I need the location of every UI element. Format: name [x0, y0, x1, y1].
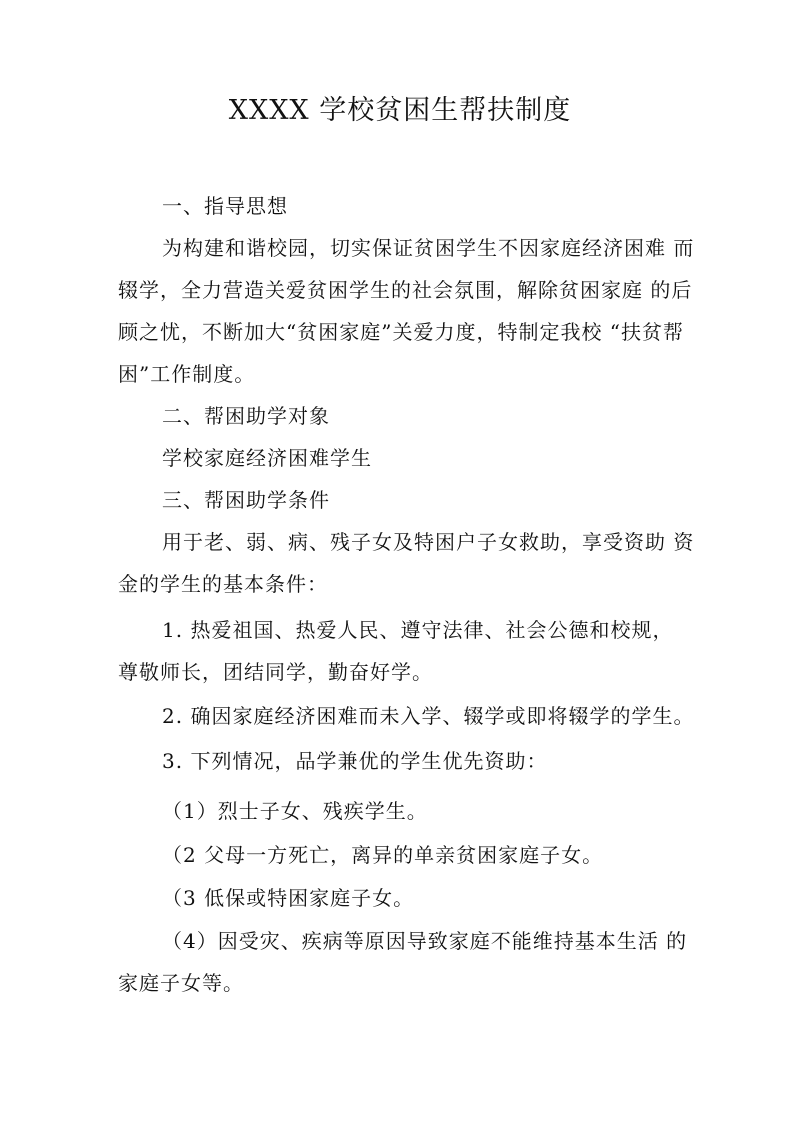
paragraph-purpose: 为构建和谐校园，切实保证贫困学生不因家庭经济困难 而辍学，全力营造关爱贫困学生的社会氛围，解除贫困家庭 的后顾之忧，不断加大“贫困家庭”关爱力度，特制定我校 “扶贫帮困”工作制度。 — [118, 236, 695, 386]
priority-item-3: （3 低保或特困家庭子女。 — [162, 886, 415, 910]
condition-item-3: 3. 下列情况，品学兼优的学生优先资助： — [162, 749, 548, 773]
condition-item-2: 2. 确因家庭经济困难而未入学、辍学或即将辍学的学生。 — [162, 704, 695, 728]
section-heading-guiding-idea: 一、指导思想 — [162, 194, 288, 218]
priority-item-4: （4）因受灾、疾病等原因导致家庭不能维持基本生活 的家庭子女等。 — [118, 929, 688, 995]
paragraph-conditions: 用于老、弱、病、残子女及特困户子女救助，享受资助 资金的学生的基本条件： — [118, 530, 695, 596]
condition-item-1: 1. 热爱祖国、热爱人民、遵守法律、社会公德和校规， 尊敬师长，团结同学，勤奋好学。 — [118, 618, 689, 684]
priority-item-2: （2 父母一方死亡，离异的单亲贫困家庭子女。 — [162, 843, 604, 867]
paragraph-target: 学校家庭经济困难学生 — [162, 446, 372, 470]
priority-item-1: （1）烈士子女、残疾学生。 — [162, 799, 428, 823]
section-heading-conditions: 三、帮困助学条件 — [162, 488, 330, 512]
section-heading-target: 二、帮困助学对象 — [162, 404, 330, 428]
document-title: XXXX 学校贫困生帮扶制度 — [228, 95, 572, 126]
